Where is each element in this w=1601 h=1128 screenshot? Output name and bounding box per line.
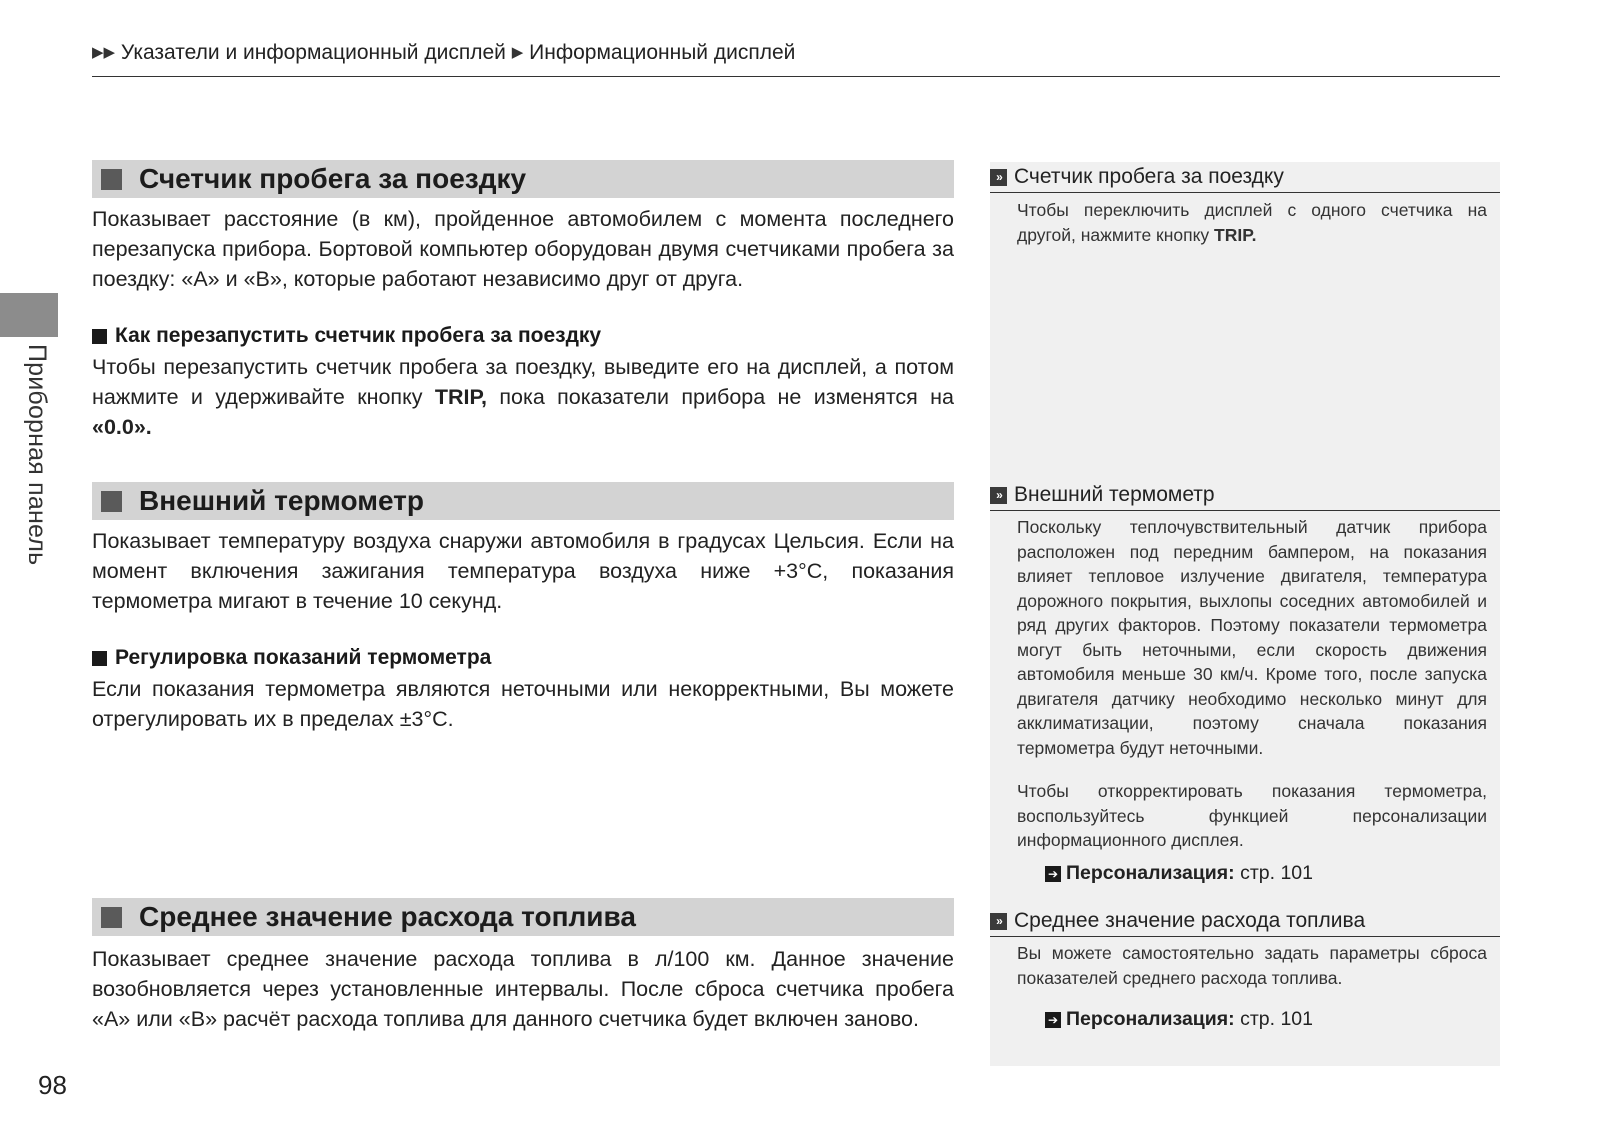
section-title: Среднее значение расхода топлива xyxy=(139,901,636,932)
notes-column xyxy=(990,162,1500,1066)
reference-arrow-icon: ➔ xyxy=(1045,1012,1061,1028)
square-bullet-icon xyxy=(101,169,122,190)
note-title: Среднее значение расхода топлива xyxy=(1014,909,1366,932)
note-icon: » xyxy=(990,913,1007,930)
section-body: Показывает температуру воздуха снаружи автомобиля в градусах Цельсия. Если на момент включения зажигания температура воздуха ниже +3°С, показания термометра мигают в течение 10 секунд. xyxy=(92,529,954,613)
section-heading xyxy=(92,160,954,198)
note-heading xyxy=(990,162,1500,193)
note-icon: » xyxy=(990,169,1007,186)
ref-page: стр. 101 xyxy=(1240,862,1313,884)
note-text: Чтобы откорректировать показания термометра, воспользуйтесь функцией персонализации информационного дисплея. xyxy=(1017,781,1487,850)
note-body: Чтобы переключить дисплей с одного счетчика на другой, нажмите кнопку xyxy=(1017,200,1487,245)
subheading xyxy=(92,644,954,672)
subheading xyxy=(92,322,954,350)
sub-body xyxy=(92,352,954,442)
square-bullet-icon xyxy=(101,491,122,512)
section-title: Счетчик пробега за поездку xyxy=(139,163,527,194)
section-body: Показывает среднее значение расхода топлива в л/100 км. Данное значение возобновляется через установленные интервалы. После сброса счетчика пробега «А» или «В» расчёт расхода топлива для данного счетчика будет включен заново. xyxy=(92,947,954,1031)
square-bullet-icon xyxy=(92,329,107,344)
section-heading xyxy=(92,898,954,936)
section-trip-meter xyxy=(92,160,954,442)
section-title: Внешний термометр xyxy=(139,485,424,516)
section-body: Показывает расстояние (в км), пройденное автомобилем с момента последнего перезапуска прибора. Бортовой компьютер оборудован двумя счетчиками пробега за поездку: «А» и «В», которые работают независимо друг от друга. xyxy=(92,207,954,291)
personalization-link[interactable] xyxy=(1045,1008,1313,1031)
sub-body: Если показания термометра являются неточными или некорректными, Вы можете отрегулировать их в пределах ±3°С. xyxy=(92,677,954,731)
trip-button-label: TRIP. xyxy=(1214,224,1257,245)
arrow-icon: ▶ xyxy=(511,44,524,61)
ref-label: Персонализация: xyxy=(1066,862,1235,884)
note-icon: » xyxy=(990,487,1007,504)
note-text xyxy=(1017,198,1487,247)
sub-body-text: пока показатели прибора не изменятся на xyxy=(487,385,954,409)
subheading-text: Регулировка показаний термометра xyxy=(115,646,492,669)
side-tab-marker xyxy=(0,293,58,337)
side-tab-label: Приборная панель xyxy=(23,344,51,566)
page-number: 98 xyxy=(38,1070,67,1100)
breadcrumb-item-gauges[interactable]: Указатели и информационный дисплей xyxy=(120,41,506,64)
reference-arrow-icon: ➔ xyxy=(1045,866,1061,882)
trip-button-label: TRIP, xyxy=(434,385,487,409)
ref-label: Персонализация: xyxy=(1066,1008,1235,1030)
breadcrumb xyxy=(92,40,1500,77)
section-fuel-consumption xyxy=(92,898,954,1034)
reset-value: «0.0». xyxy=(92,415,152,439)
subheading-text: Как перезапустить счетчик пробега за поездку xyxy=(115,324,602,347)
note-text: Поскольку теплочувствительный датчик прибора расположен под передним бампером, на показания влияет тепловое излучение двигателя, температура дорожного покрытия, выхлопы соседних автомобилей и ряд других факторов. Поэтому показатели термометра могут быть неточными, если скорость движения автомобиля меньше 30 км/ч. Кроме того, после запуска двигателя датчику необходимо несколько минут для акклиматизации, поэтому сначала показания термометра будут неточными. xyxy=(1017,517,1487,758)
note-title: Счетчик пробега за поездку xyxy=(1014,165,1284,188)
sub-body-text: Чтобы перезапустить счетчик пробега за поездку, выведите его на дисплей, а потом нажмите и удерживайте кнопку xyxy=(92,355,954,409)
section-thermometer xyxy=(92,482,954,734)
ref-page: стр. 101 xyxy=(1240,1008,1313,1030)
breadcrumb-item-info-display[interactable]: Информационный дисплей xyxy=(529,41,796,64)
note-text: Вы можете самостоятельно задать параметры сброса показателей среднего расхода топлива. xyxy=(1017,943,1487,988)
square-bullet-icon xyxy=(101,907,122,928)
note-heading xyxy=(990,480,1500,511)
square-bullet-icon xyxy=(92,651,107,666)
double-arrow-icon: ▶▶ xyxy=(92,44,116,61)
personalization-link[interactable] xyxy=(1045,862,1313,885)
note-title: Внешний термометр xyxy=(1014,483,1215,506)
note-heading xyxy=(990,906,1500,937)
section-heading xyxy=(92,482,954,520)
